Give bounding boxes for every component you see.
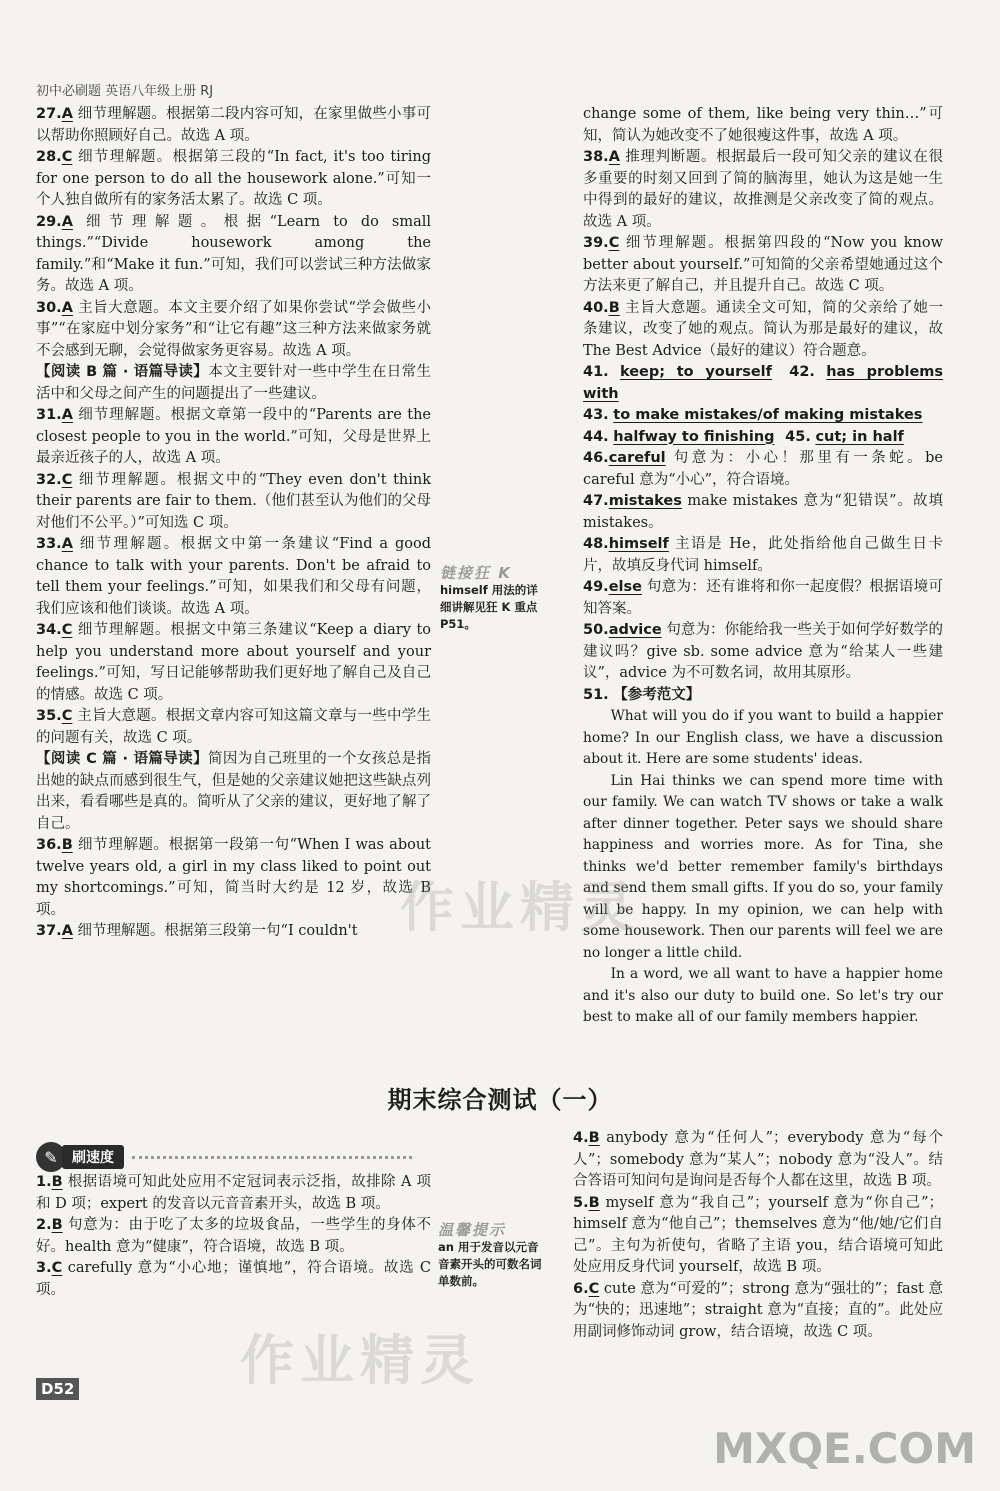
essay-label: 【参考范文】 (613, 686, 701, 703)
answer-key: A (61, 923, 73, 939)
answer-item (36, 212, 431, 298)
explanation-text: 细节理解题。根据“Learn to do small things.”“Divide housework among the family.”和“Make it fun.”可知，我们可以尝试三种方法做家务。故选 A 项。 (36, 213, 431, 294)
answer-key: himself (608, 536, 669, 552)
question-number: 50. (583, 622, 609, 638)
watermark-bottom: 作业精灵 (240, 1329, 480, 1392)
answer-key: C (51, 1260, 63, 1276)
question-number: 6. (573, 1280, 589, 1297)
guide-label: 【阅读 C 篇 · 语篇导读】 (36, 751, 208, 767)
side-note-text: himself 用法的详细讲解见狂 K 重点 P51。 (440, 583, 538, 631)
answer-key: A (61, 536, 73, 552)
answer-item (36, 405, 431, 470)
answer-key: careful (608, 450, 666, 466)
guide-label: 【阅读 B 篇 · 语篇导读】 (36, 364, 209, 380)
question-number: 36. (36, 837, 62, 853)
explanation-text: 句意为：还有谁将和你一起度假？根据语境可知答案。 (583, 579, 944, 617)
answer-item (573, 1193, 943, 1279)
answer-key: A (608, 149, 620, 165)
explanation-text: 细节理解题。根据第二段内容可知，在家里做些小事可以帮助你照顾好自己。故选 A 项。 (36, 106, 432, 144)
fill-answer-row (583, 362, 943, 405)
watermark-top: 作业精灵 (400, 876, 640, 939)
side-note-tip (438, 1222, 546, 1290)
answer-key: A (61, 213, 73, 230)
answer-item (36, 104, 431, 147)
answer-key: A (61, 407, 73, 423)
explanation-text: 句意为：你能给我一些关于如何学好数学的建议吗？give sb. some advice 意为“给某人一些建议”，advice 为不可数名词，故用其原形。 (583, 622, 943, 681)
answer-key: keep; to yourself (619, 364, 772, 380)
question-number: 43. (583, 407, 609, 423)
question-number: 48. (583, 536, 609, 552)
answer-key: A (61, 106, 73, 122)
answer-item (583, 147, 943, 233)
answer-key: C (61, 708, 73, 724)
answer-item (36, 470, 431, 535)
explanation-text: 细节理解题。根据第三段的“In fact, it's too tiring for one person to do all the housework alone.”可知一个人独自做所有的家务活太累了。故选 C 项。 (36, 149, 431, 208)
speed-badge (36, 1142, 412, 1172)
answer-key: C (61, 622, 73, 638)
pen-icon: ✎ (36, 1142, 66, 1172)
explanation-text: carefully 意为“小心地；谨慎地”，符合语境。故选 C 项。 (36, 1260, 432, 1298)
badge-label: 刷速度 (62, 1145, 124, 1169)
question-number: 42. (789, 364, 815, 380)
question-number: 45. (785, 428, 811, 445)
explanation-text: 细节理解题。根据第四段的“Now you know better about yourself.”可知简的父亲希望她通过这个方法来更了解自己，并且提升自己。故选 C 项。 (583, 235, 943, 294)
answer-item (583, 491, 943, 534)
answer-key: B (61, 837, 73, 853)
dotted-divider (132, 1156, 412, 1159)
continued-text: change some of them, like being very thin…”可知，简认为她改变不了她很瘦这件事，故选 A 项。 (583, 106, 943, 144)
guide-text: 简因为自己班里的一个女孩总是指出她的缺点而感到很生气，但是她的父亲建议她把这些缺点列出来，看看哪些是真的。简听从了父亲的建议，更好地了解了自己。 (36, 751, 432, 832)
explanation-text: 细节理解题。根据文中第一条建议“Find a good chance to talk with your parents. Don't be afraid to tell them your feelings.”可知，如果我们和父母有问题，我们应该和他们谈谈。故选 A 项。 (36, 536, 431, 617)
answer-key: C (61, 471, 73, 488)
answer-item (36, 534, 431, 620)
explanation-text: 细节理解题。根据文中第三条建议“Keep a diary to help you understand more about yourself and your feelings.”可知，写日记能够帮助我们更好地了解自己及自己的情感。故选 C 项。 (36, 622, 432, 703)
answer-item (36, 921, 431, 943)
answer-key: halfway to finishing (613, 428, 775, 445)
question-number: 5. (573, 1194, 589, 1211)
side-note-tip-text: an 用于发音以元音音素开头的可数名词单数前。 (438, 1240, 542, 1288)
question-number: 3. (36, 1260, 52, 1276)
question-number: 40. (583, 299, 609, 316)
question-number: 33. (36, 536, 62, 552)
explanation-text: cute 意为“可爱的”；strong 意为“强壮的”；fast 意为“快的；迅速地”；straight 意为“直接；直的”。此处应用副词修饰动词 grow，结合语境，故选 C 项。 (573, 1280, 943, 1340)
essay-paragraph: In a word, we all want to have a happier home and it's also our duty to build one. So let's try our best to make all of our family members happier. (583, 966, 943, 1025)
side-note-link (440, 565, 548, 633)
essay-heading (583, 685, 943, 707)
fill-answer-row (583, 427, 943, 449)
site-watermark: MXQE.COM (713, 1424, 976, 1473)
explanation-text: 细节理解题。根据文中的“They even don't think their parents are fair to them.（他们甚至认为他们的父母对他们不公平。）”可知选 C 项。 (36, 471, 432, 531)
exam-title: 期末综合测试（一） (387, 1086, 613, 1114)
question-number: 51. (583, 686, 609, 703)
explanation-text: myself 意为“我自己”；yourself 意为“你自己”；himself 意为“他自己”；themselves 意为“他/她/它们自己”。主句为祈使句，省略了主语 you，结合语境可知此处应用反身代词 yourself，故选 B 项。 (573, 1194, 943, 1275)
explanation-text: 根据语境可知此处应用不定冠词表示泛指，故排除 A 项和 D 项；expert 的发音以元音音素开头，故选 B 项。 (36, 1174, 431, 1212)
question-number: 35. (36, 708, 62, 724)
answer-item (36, 706, 431, 749)
explanation-text: 主旨大意题。通读全文可知，简的父亲给了她一条建议，改变了她的观点。简认为那是最好的建议，故 The Best Advice（最好的建议）符合题意。 (583, 299, 944, 359)
answer-key: C (588, 1280, 600, 1297)
explanation-text: 主旨大意题。本文主要介绍了如果你尝试“学会做些小事”“在家庭中划分家务”和“让它有趣”这三种方法来做家务就不会感到无聊，会觉得做家务更容易。故选 A 项。 (36, 299, 431, 359)
explanation-text: 主语是 He，此处指给他自己做生日卡片，故填反身代词 himself。 (583, 536, 943, 574)
answer-item (583, 233, 943, 298)
bottom-left-column (36, 1172, 431, 1301)
answer-item (573, 1128, 943, 1193)
answer-item (36, 147, 431, 212)
answer-item (36, 1172, 431, 1215)
explanation-text: 推理判断题。根据最后一段可知父亲的建议在很多重要的时刻又回到了简的脑海里，她认为这是她一生中得到的最好的建议，故推测是父亲改变了简的观点。故选 A 项。 (583, 149, 944, 230)
question-number: 1. (36, 1174, 52, 1190)
explanation-text: anybody 意为“任何人”；everybody 意为“每个人”；somebody 意为“某人”；nobody 意为“没人”。结合答语可知问句是询问是否每个人都在这里，故选 B 项。 (573, 1130, 943, 1189)
answer-item (583, 298, 943, 363)
passage-guide (36, 362, 431, 405)
explanation-text: 主旨大意题。根据文章内容可知这篇文章与一些中学生的问题有关，故选 C 项。 (36, 708, 432, 746)
question-number: 29. (36, 213, 62, 230)
answer-key: A (61, 299, 73, 316)
question-number: 34. (36, 622, 62, 638)
page-number: D52 (36, 1378, 79, 1400)
answer-key: has problems with (583, 364, 944, 402)
explanation-text: 细节理解题。根据文章第一段中的“Parents are the closest people to you in the world.”可知，父母是世界上最亲近孩子的人，故选 A 项。 (36, 407, 432, 466)
answer-key: C (608, 235, 620, 251)
answer-key: B (608, 299, 620, 316)
answer-key: B (588, 1194, 600, 1211)
explanation-text: 句意为：小心！那里有一条蛇。be careful 意为“小心”，符合语境。 (583, 450, 943, 488)
question-number: 4. (573, 1130, 589, 1146)
page-header: 初中必刷题 英语八年级上册 RJ (36, 84, 214, 99)
answer-item (583, 448, 943, 491)
passage-guide (36, 749, 431, 835)
question-number: 44. (583, 428, 609, 445)
question-number: 39. (583, 235, 609, 251)
explanation-text: make mistakes 意为“犯错误”。故填 mistakes。 (583, 493, 943, 531)
question-number: 2. (36, 1217, 52, 1233)
answer-key: mistakes (608, 493, 682, 509)
side-note-title: 链接狂 K (440, 564, 512, 582)
answer-item (36, 1258, 431, 1301)
question-number: 41. (583, 364, 609, 380)
question-number: 37. (36, 923, 62, 939)
left-column (36, 104, 431, 943)
answer-item (36, 298, 431, 363)
fill-answer-row (583, 405, 943, 427)
side-note-tip-title: 温馨提示 (438, 1221, 507, 1239)
question-number: 49. (583, 579, 609, 595)
guide-text: 本文主要针对一些中学生在日常生活中和父母之间产生的问题提出了一些建议。 (36, 364, 431, 402)
answer-key: B (51, 1217, 63, 1233)
answer-item (573, 1279, 943, 1344)
question-number: 28. (36, 149, 62, 165)
answer-key: to make mistakes/of making mistakes (613, 407, 923, 423)
question-number: 27. (36, 106, 62, 122)
explanation-text: 句意为：由于吃了太多的垃圾食品，一些学生的身体不好。health 意为“健康”，符合语境，故选 B 项。 (36, 1217, 431, 1255)
question-number: 31. (36, 407, 62, 423)
explanation-text: 细节理解题。根据第一段第一句“When I was about twelve years old, a girl in my class liked to point out my shortcomings.”可知，简当时大约是 12 岁，故选 B 项。 (36, 837, 431, 918)
answer-item (36, 835, 431, 921)
bottom-right-column (573, 1128, 943, 1343)
answer-item (583, 620, 943, 685)
answer-item (36, 620, 431, 706)
answer-key: C (61, 149, 73, 165)
answer-key: advice (608, 622, 662, 638)
answer-item (36, 1215, 431, 1258)
question-number: 47. (583, 493, 609, 509)
answer-item (583, 577, 943, 620)
essay-paragraph: Lin Hai thinks we can spend more time with our family. We can watch TV shows or take a walk after dinner together. Peter says we should share happiness and worries more. As for Tina, she thinks we'd better remember family's birthdays and send them small gifts. If you do so, your family will be happy. In my opinion, we can help with some housework. Then our parents will feel we are no longer a little child. (583, 772, 943, 961)
answer-key: else (608, 579, 642, 595)
answer-key: B (588, 1130, 600, 1146)
answer-key: cut; in half (815, 428, 904, 445)
question-number: 46. (583, 450, 609, 466)
explanation-text: 细节理解题。根据第三段第一句“I couldn't (77, 923, 358, 939)
question-number: 38. (583, 149, 609, 165)
answer-item (583, 534, 943, 577)
essay-paragraph: What will you do if you want to build a happier home? In our English class, we have a discussion about it. Here are some students' ideas. (583, 708, 943, 767)
question-number: 32. (36, 471, 62, 488)
question-number: 30. (36, 299, 62, 316)
answer-key: B (51, 1174, 63, 1190)
